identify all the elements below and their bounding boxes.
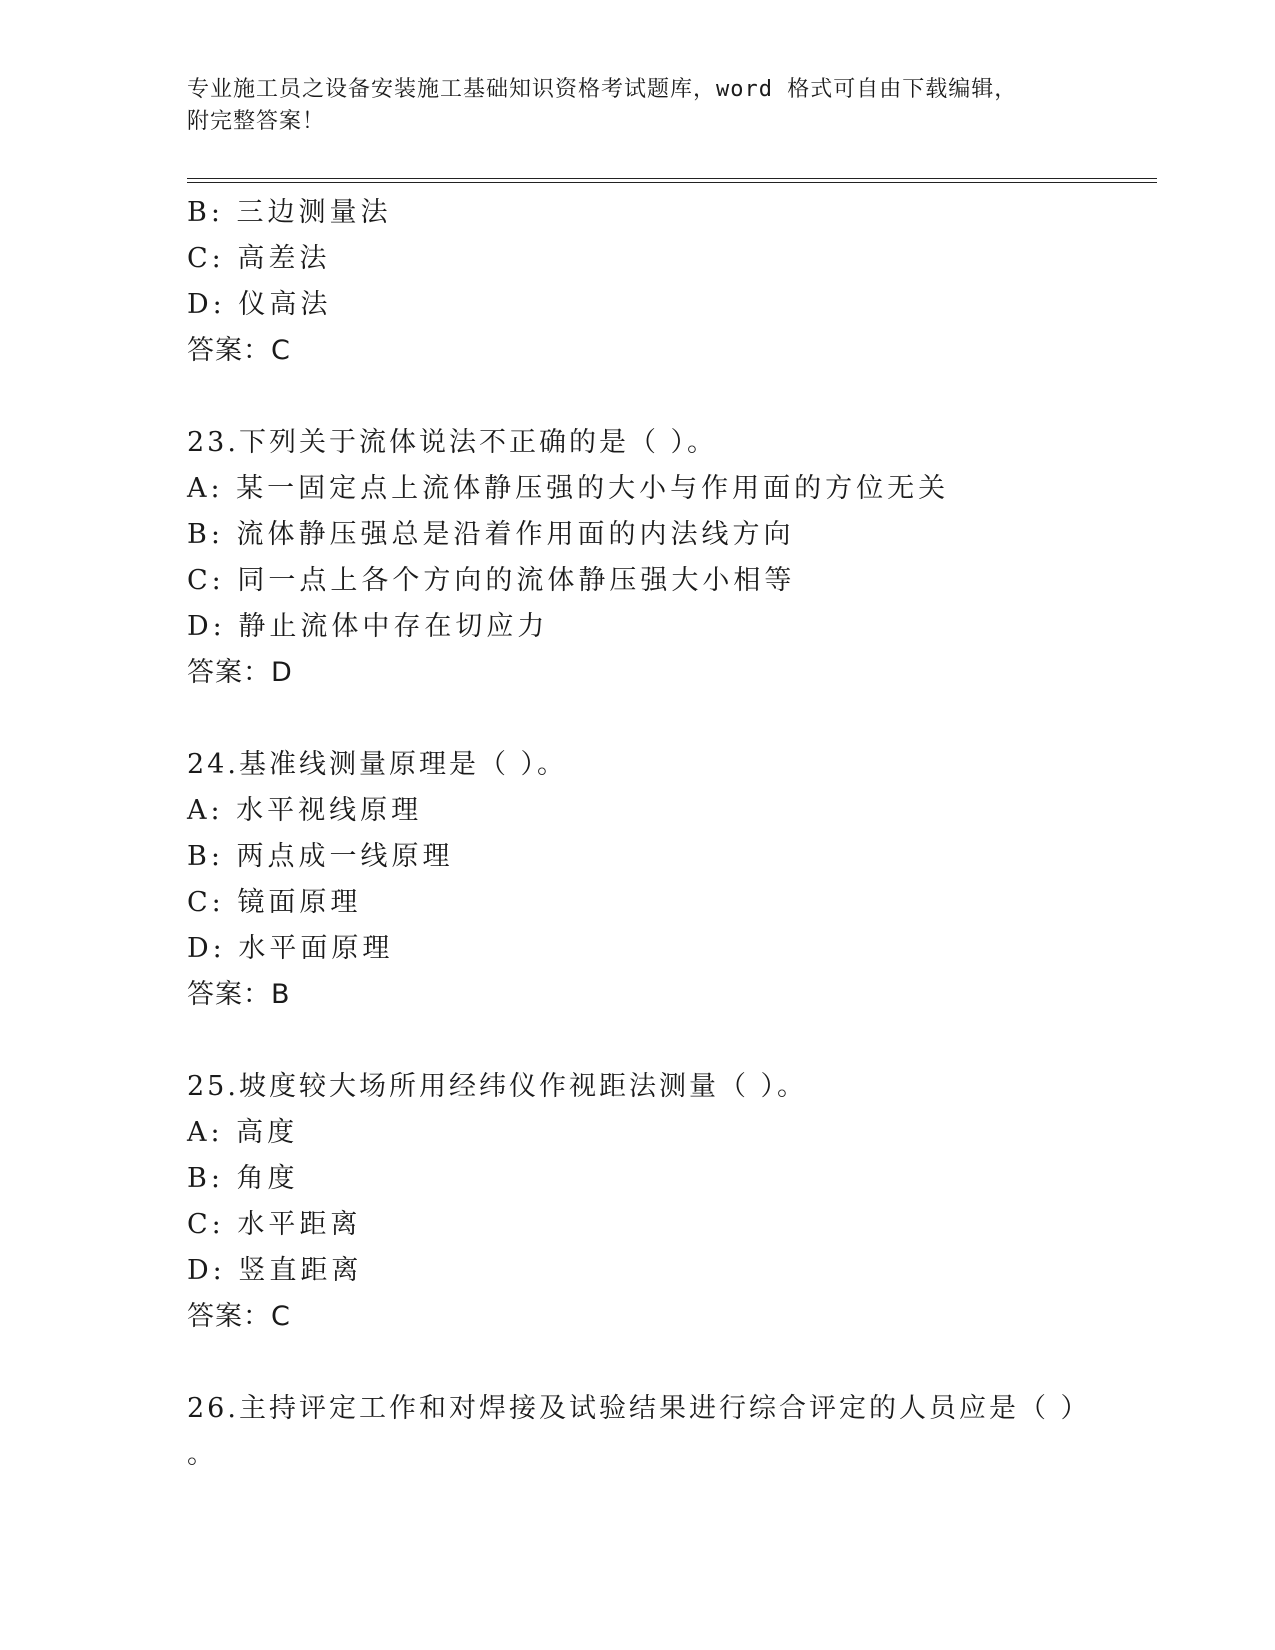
question-25-option-d: D: 竖直距离 — [187, 1255, 363, 1286]
header-divider-top — [187, 178, 1157, 179]
header-divider-bottom — [187, 182, 1157, 183]
spacer — [187, 374, 1127, 420]
question-24-option-c: C: 镜面原理 — [187, 887, 362, 918]
question-23-answer: 答案：D — [187, 657, 293, 688]
question-25-option-b: B: 角度 — [187, 1163, 299, 1194]
question-25-option-a: A: 高度 — [187, 1117, 299, 1148]
question-23-option-a: A: 某一固定点上流体静压强的大小与作用面的方位无关 — [187, 473, 950, 504]
header-title-line-2: 附完整答案！ — [187, 109, 326, 134]
question-24-option-a: A: 水平视线原理 — [187, 795, 423, 826]
answer-line: 答案：C — [187, 335, 291, 366]
question-24-answer: 答案：B — [187, 979, 291, 1010]
page-header — [187, 74, 1067, 138]
question-25-stem: 25.坡度较大场所用经纬仪作视距法测量（ ）。 — [187, 1071, 808, 1102]
question-23-option-b: B: 流体静压强总是沿着作用面的内法线方向 — [187, 519, 795, 550]
question-25-answer: 答案：C — [187, 1301, 291, 1332]
question-23-option-c: C: 同一点上各个方向的流体静压强大小相等 — [187, 565, 796, 596]
question-24-option-d: D: 水平面原理 — [187, 933, 394, 964]
spacer — [187, 1340, 1127, 1386]
header-title-line-1: 专业施工员之设备安装施工基础知识资格考试题库，word 格式可自由下载编辑， — [187, 77, 1018, 102]
option-d: D: 仪高法 — [187, 289, 332, 320]
question-23-option-d: D: 静止流体中存在切应力 — [187, 611, 549, 642]
spacer — [187, 696, 1127, 742]
question-23-stem: 23.下列关于流体说法不正确的是（ ）。 — [187, 427, 718, 458]
option-c: C: 高差法 — [187, 243, 331, 274]
question-24-stem: 24.基准线测量原理是（ ）。 — [187, 749, 568, 780]
option-b: B: 三边测量法 — [187, 197, 392, 228]
question-26-stem-continuation: 。 — [187, 1439, 218, 1470]
question-25-option-c: C: 水平距离 — [187, 1209, 362, 1240]
question-26-stem: 26.主持评定工作和对焊接及试验结果进行综合评定的人员应是（ ） — [187, 1393, 1091, 1424]
question-list — [187, 190, 1127, 1478]
question-24-option-b: B: 两点成一线原理 — [187, 841, 454, 872]
spacer — [187, 1018, 1127, 1064]
